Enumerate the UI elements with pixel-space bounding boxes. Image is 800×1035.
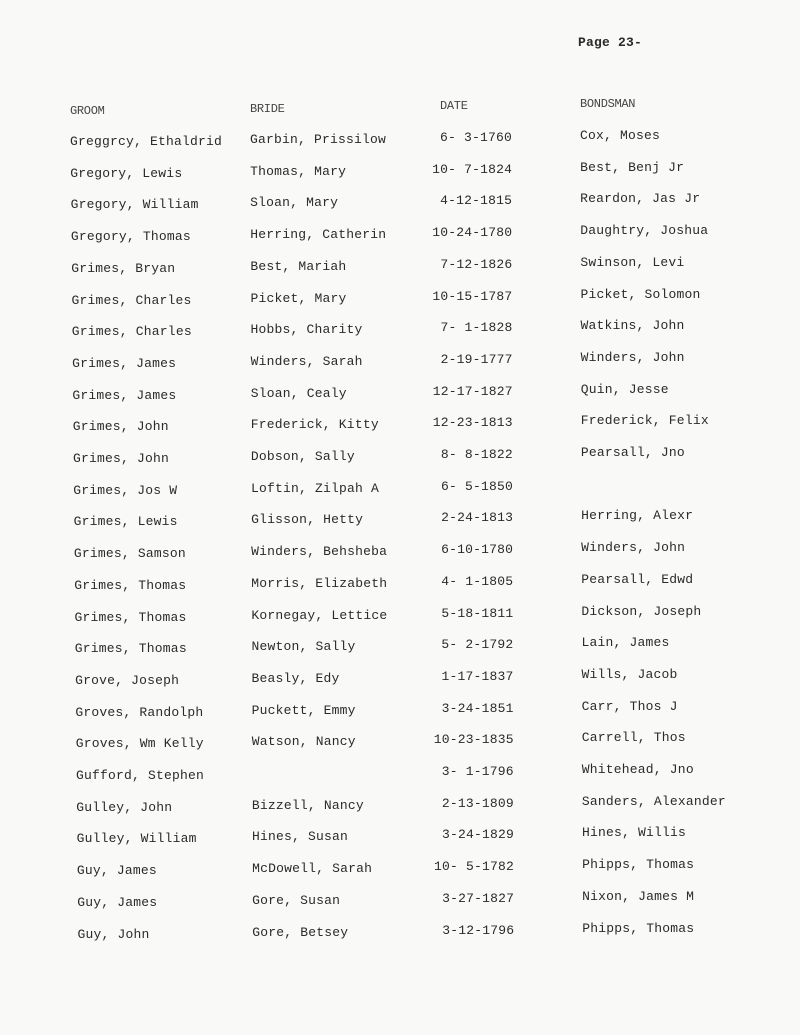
bride-cell: Winders, Behsheba: [251, 544, 388, 560]
bondsman-cell: Winders, John: [581, 540, 686, 556]
bride-cell: Hobbs, Charity: [250, 322, 363, 338]
bride-cell: Sloan, Mary: [250, 195, 339, 211]
bondsman-cell: Picket, Solomon: [580, 286, 701, 302]
groom-cell: Grimes, James: [72, 387, 177, 403]
groom-cell: Grimes, Thomas: [74, 577, 187, 593]
bondsman-cell: Watkins, John: [580, 318, 685, 334]
bride-cell: Gore, Betsey: [252, 924, 349, 940]
bondsman-cell: Phipps, Thomas: [582, 857, 695, 873]
page-number: Page 23-: [578, 35, 643, 50]
bondsman-cell: Hines, Willis: [581, 825, 686, 841]
bride-cell: Winders, Sarah: [250, 353, 363, 369]
bride-cell: Glisson, Hetty: [251, 512, 364, 528]
bride-cell: Herring, Catherin: [250, 227, 387, 243]
groom-cell: Guy, John: [77, 926, 150, 942]
header-bride: BRIDE: [250, 102, 285, 116]
groom-cell: Grimes, Charles: [71, 324, 192, 340]
bondsman-cell: Whitehead, Jno: [581, 762, 694, 777]
date-cell: 10- 5-1782: [434, 859, 515, 875]
bride-cell: McDowell, Sarah: [252, 861, 373, 877]
bondsman-cell: Frederick, Felix: [580, 413, 709, 429]
groom-cell: Grove, Joseph: [75, 672, 180, 688]
bondsman-cell: Carr, Thos J: [581, 698, 678, 714]
groom-cell: Grimes, James: [72, 355, 177, 371]
groom-cell: Grimes, Charles: [71, 292, 192, 308]
groom-cell: Guy, James: [77, 894, 158, 910]
bride-cell: Loftin, Zilpah A: [250, 480, 380, 496]
groom-cell: Guy, James: [76, 863, 157, 879]
bondsman-cell: Daughtry, Joshua: [580, 223, 709, 239]
bride-cell: Kornegay, Lettice: [251, 607, 388, 623]
bride-cell: Frederick, Kitty: [250, 417, 379, 433]
bride-cell: Puckett, Emmy: [251, 702, 356, 718]
bondsman-cell: Phipps, Thomas: [582, 920, 695, 936]
bondsman-cell: Quin, Jesse: [580, 381, 669, 397]
bondsman-cell: Cox, Moses: [580, 128, 661, 143]
bondsman-cell: Best, Benj Jr: [580, 159, 685, 175]
bride-cell: Dobson, Sally: [250, 449, 355, 464]
date-cell: 1-17-1837: [441, 668, 514, 684]
bondsman-cell: Wills, Jacob: [581, 666, 678, 682]
groom-cell: Grimes, Thomas: [74, 641, 187, 657]
bride-cell: Hines, Susan: [251, 829, 348, 845]
date-cell: 5- 2-1792: [441, 637, 514, 653]
bondsman-cell: Herring, Alexr: [581, 508, 694, 524]
date-cell: 7-12-1826: [440, 256, 513, 272]
header-bondsman: BONDSMAN: [580, 97, 636, 111]
date-cell: 6- 5-1850: [440, 478, 513, 494]
date-cell: 3- 1-1796: [441, 764, 514, 779]
groom-cell: Grimes, Thomas: [74, 609, 187, 625]
date-cell: 12-23-1813: [432, 415, 513, 431]
groom-cell: Gulley, William: [76, 831, 197, 847]
date-cell: 2-19-1777: [440, 351, 513, 367]
groom-cell: Gregory, Lewis: [70, 165, 183, 181]
date-cell: 5-18-1811: [441, 605, 514, 621]
bride-cell: Best, Mariah: [250, 258, 347, 274]
date-cell: 3-27-1827: [442, 890, 515, 906]
date-cell: 3-12-1796: [442, 922, 515, 938]
groom-cell: Greggrcy, Ethaldrid: [70, 134, 223, 149]
bondsman-cell: Swinson, Levi: [580, 254, 685, 270]
groom-cell: Gufford, Stephen: [76, 768, 205, 783]
bondsman-cell: Dickson, Joseph: [581, 603, 702, 619]
groom-cell: Grimes, Lewis: [73, 514, 178, 530]
groom-cell: Grimes, John: [72, 419, 169, 435]
date-cell: 10-15-1787: [432, 288, 513, 304]
date-cell: 3-24-1851: [441, 700, 514, 716]
groom-cell: Grimes, Jos W: [73, 482, 178, 498]
date-cell: 2-13-1809: [441, 795, 514, 811]
groom-cell: Gulley, John: [76, 799, 173, 815]
bondsman-cell: Winders, John: [580, 349, 685, 365]
bondsman-cell: Lain, James: [581, 635, 670, 651]
bride-cell: Sloan, Cealy: [250, 385, 347, 401]
bondsman-cell: Pearsall, Edwd: [581, 571, 694, 587]
bride-cell: Picket, Mary: [250, 290, 347, 306]
groom-cell: Groves, Randolph: [75, 704, 204, 720]
bride-cell: Thomas, Mary: [250, 163, 347, 179]
bride-cell: Beasly, Edy: [251, 670, 340, 686]
bride-cell: Newton, Sally: [251, 639, 356, 655]
bride-cell: Bizzell, Nancy: [251, 797, 364, 813]
date-cell: 10-23-1835: [433, 732, 514, 748]
header-groom: GROOM: [70, 104, 105, 118]
date-cell: 12-17-1827: [432, 383, 513, 399]
bride-cell: Gore, Susan: [252, 892, 341, 908]
date-cell: 3-24-1829: [441, 827, 514, 843]
date-cell: 2-24-1813: [441, 510, 514, 526]
date-cell: 4-12-1815: [440, 193, 513, 209]
bride-cell: Garbin, Prissilow: [250, 132, 387, 147]
bondsman-cell: Carrell, Thos: [581, 730, 686, 746]
groom-cell: Gregory, Thomas: [70, 229, 191, 245]
bride-cell: Morris, Elizabeth: [251, 575, 388, 591]
bondsman-cell: Sanders, Alexander: [581, 793, 726, 809]
groom-cell: Grimes, Bryan: [71, 260, 176, 276]
groom-cell: Grimes, John: [73, 451, 170, 466]
bondsman-cell: Nixon, James M: [582, 888, 695, 904]
header-date: DATE: [440, 99, 468, 113]
date-cell: 4- 1-1805: [441, 573, 514, 589]
date-cell: 10-24-1780: [432, 225, 513, 241]
groom-cell: Groves, Wm Kelly: [75, 736, 204, 752]
groom-cell: Grimes, Samson: [73, 546, 186, 562]
bride-cell: Watson, Nancy: [251, 734, 356, 750]
bondsman-cell: Reardon, Jas Jr: [580, 191, 701, 207]
date-cell: 8- 8-1822: [440, 447, 513, 462]
groom-cell: Gregory, William: [70, 197, 199, 213]
bondsman-cell: Pearsall, Jno: [580, 445, 685, 460]
date-cell: 10- 7-1824: [432, 161, 513, 177]
date-cell: 7- 1-1828: [440, 320, 513, 336]
date-cell: 6- 3-1760: [439, 130, 512, 145]
date-cell: 6-10-1780: [441, 542, 514, 558]
